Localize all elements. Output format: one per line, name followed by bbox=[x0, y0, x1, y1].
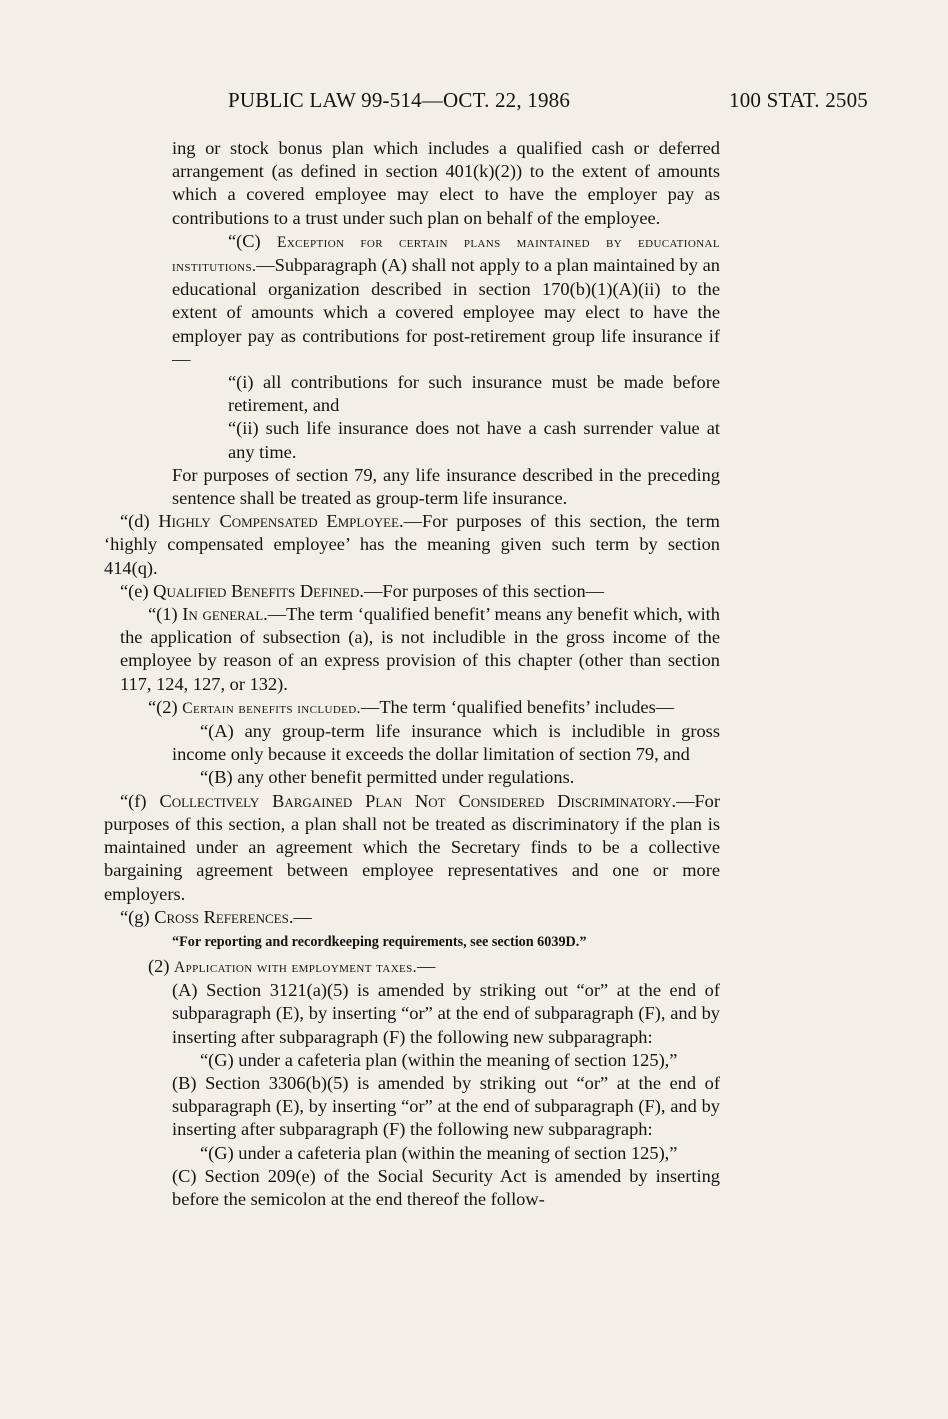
heading-highly-compensated: Highly Compensated Employee. bbox=[158, 511, 404, 532]
heading-in-general: In general. bbox=[182, 604, 268, 625]
cross-reference-note: “For reporting and recordkeeping requirements, see section 6039D.” bbox=[172, 933, 587, 950]
amendment-A-new-G: “(G) under a cafeteria plan (within the meaning of section 125),” bbox=[200, 1049, 678, 1070]
subsection-g: “(g) Cross References.— bbox=[120, 906, 312, 927]
subparagraph-e2B: “(B) any other benefit permitted under regulations. bbox=[200, 767, 575, 788]
clause-i: “(i) all contributions for such insurance must be made before retirement, and bbox=[228, 372, 720, 416]
amendment-B: (B) Section 3306(b)(5) is amended by striking out “or” at the end of subparagraph (E), by inserting “or” at the end of subparagraph (F), and by inserting after subparagraph (F) the following new subparagraph: bbox=[172, 1072, 720, 1140]
amendment-C: (C) Section 209(e) of the Social Security Act is amended by inserting before the semicolon at the end thereof the follow- bbox=[172, 1165, 720, 1209]
paragraph-application-employment-taxes: (2) Application with employment taxes.— bbox=[148, 955, 436, 976]
heading-exception-educational: Exception for certain plans maintained by educational institutions. bbox=[172, 233, 721, 276]
subsection-f: “(f) Collectively Bargained Plan Not Considered Discriminatory.—For purposes of this section, a plan shall not be treated as discriminatory if the plan is maintained under an agreement which the Secretary finds to be a collective bargaining agreement between employee representatives and one or more employers. bbox=[104, 790, 721, 904]
amendment-B-new-G: “(G) under a cafeteria plan (within the meaning of section 125),” bbox=[200, 1142, 678, 1163]
header-title: PUBLIC LAW 99-514—OCT. 22, 1986 bbox=[228, 88, 571, 112]
heading-collectively-bargained: Collectively Bargained Plan Not Considered Discriminatory. bbox=[159, 790, 677, 811]
heading-cross-references: Cross References. bbox=[154, 906, 294, 927]
header-stat-page: 100 STAT. 2505 bbox=[729, 88, 868, 112]
subsection-e: “(e) Qualified Benefits Defined.—For purposes of this section— bbox=[120, 580, 605, 601]
paragraph-e1: “(1) In general.—The term ‘qualified benefit’ means any benefit which, with the application of subsection (a), is not includible in the gross income of the employee by reason of an express provision of this chapter (other than section 117, 124, 127, or 132). bbox=[120, 604, 720, 694]
subparagraph-e2A: “(A) any group-term life insurance which is includible in gross income only because it exceeds the dollar limitation of section 79, and bbox=[172, 721, 720, 765]
amendment-A: (A) Section 3121(a)(5) is amended by striking out “or” at the end of subparagraph (E), by inserting “or” at the end of subparagraph (F), and by inserting after subparagraph (F) the following new subparagraph: bbox=[172, 980, 720, 1047]
clause-ii: “(ii) such life insurance does not have a cash surrender value at any time. bbox=[228, 418, 720, 462]
purpose-section-79: For purposes of section 79, any life insurance described in the preceding sentence shall be treated as group-term life insurance. bbox=[172, 464, 720, 509]
subparagraph-c: “(C) Exception for certain plans maintained by educational institutions.—Subparagraph (A) shall not apply to a plan maintained by an educational organization described in section 170(b)(1)(A)(ii) to the extent of amounts which a covered employee may elect to have the employer pay as contributions for post-retirement group life insurance if— bbox=[172, 230, 721, 369]
heading-application-employment: Application with employment taxes. bbox=[174, 958, 417, 976]
heading-certain-benefits: Certain benefits included. bbox=[182, 699, 361, 717]
subsection-d: “(d) Highly Compensated Employee.—For purposes of this section, the term ‘highly compensated employee’ has the meaning given such term by section 414(q). bbox=[104, 511, 720, 578]
paragraph-e2: “(2) Certain benefits included.—The term ‘qualified benefits’ includes— bbox=[148, 696, 675, 717]
heading-qualified-benefits: Qualified Benefits Defined. bbox=[153, 580, 364, 601]
paragraph-cash-deferred: ing or stock bonus plan which includes a qualified cash or deferred arrangement (as defined in section 401(k)(2)) to the extent of amounts which a covered employee may elect to have the employer pay as contributions to a trust under such plan on behalf of the employee. bbox=[172, 138, 720, 228]
page-header bbox=[228, 88, 868, 118]
statute-text bbox=[104, 137, 720, 1211]
